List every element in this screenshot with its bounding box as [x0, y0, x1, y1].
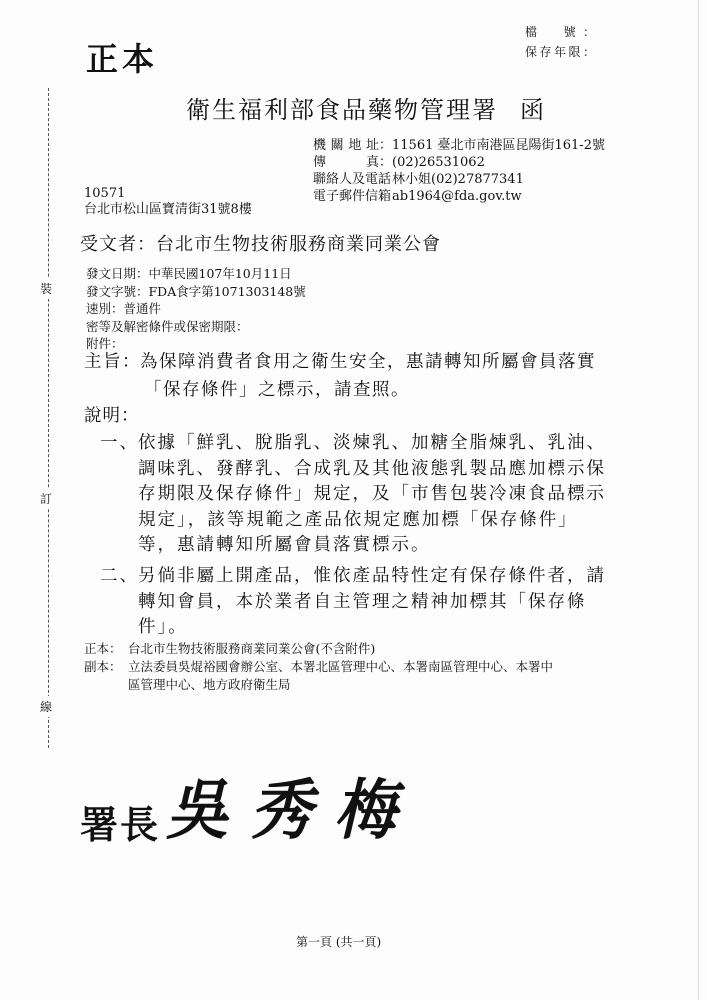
contact-row: [313, 137, 605, 154]
binding-mark-xian: 線: [40, 696, 52, 717]
delivery-speed: 速別：普通件: [86, 301, 162, 316]
contact-block: [313, 137, 605, 205]
item-line: 存期限及保存條件」規定，及「市售包裝冷凍食品標示: [138, 484, 606, 504]
signatory-name: 吳秀梅: [166, 771, 419, 849]
binding-line: [48, 88, 51, 748]
subject: [84, 348, 596, 404]
contact-label: 傳 真: [313, 155, 379, 170]
copy-recipients: 區管理中心、地方政府衛生局: [128, 677, 291, 692]
item-line: 件」。: [138, 617, 188, 637]
subject-label: 主旨：: [84, 352, 141, 372]
file-info: [525, 22, 595, 62]
item-number: 二、: [100, 566, 139, 586]
item-line: 轉知會員，本於業者自主管理之精神加標其「保存條: [138, 591, 587, 612]
subject-line: 「保存條件」之標示，請查照。: [144, 380, 410, 400]
item-number: 一、: [100, 433, 139, 453]
item-line: 依據「鮮乳、脫脂乳、淡煉乳、加糖全脂煉乳、乳油、: [138, 433, 606, 453]
original-recipient: 台北市生物技術服務商業同業公會(不含附件): [128, 641, 376, 656]
document-number: 發文字號：FDA食字第1071303148號: [86, 283, 306, 299]
document-type: 函: [520, 96, 546, 124]
copy-recipients: 立法委員吳焜裕國會辦公室、本署北區管理中心、本署南區管理中心、本署中: [128, 659, 554, 674]
contact-value: ：林小姐(02)27877341: [379, 172, 524, 187]
contact-row: [313, 188, 605, 205]
contact-value: ：ab1964@fda.gov.tw: [379, 189, 522, 204]
explanation-item: [100, 431, 606, 559]
item-line: 等，惠請轉知所屬會員落實標示。: [138, 535, 431, 555]
distribution-list: [84, 640, 553, 694]
item-line: 調味乳、發酵乳、合成乳及其他液態乳製品應加標示保: [138, 458, 606, 479]
file-number-label: 檔 號：: [525, 25, 595, 39]
contact-label: 電子郵件信箱: [313, 189, 392, 204]
contact-row: [313, 154, 605, 171]
retention-label: 保存年限：: [525, 45, 595, 59]
contact-label: 聯絡人及電話: [313, 172, 392, 187]
letter-title: [186, 90, 546, 125]
page-edge: [698, 0, 699, 1000]
item-line: 另倘非屬上開產品，惟依產品特性定有保存條件者，請: [138, 566, 606, 586]
street-address: 台北市松山區寶清街31號8樓: [84, 202, 252, 217]
recipient: 受文者：台北市生物技術服務商業同業公會: [80, 234, 441, 255]
copy-recipient-label: 副本：: [84, 659, 122, 674]
original-recipient-label: 正本：: [84, 641, 122, 656]
contact-value: ：11561 臺北市南港區昆陽街161-2號: [379, 138, 605, 153]
attachment: 附件：: [86, 336, 124, 351]
contact-value: ：(02)26531062: [379, 155, 485, 170]
signature-block: [80, 760, 418, 849]
explanation-label: 說明：: [84, 406, 140, 426]
contact-row: [313, 171, 605, 188]
page-number: 第一頁 (共一頁): [296, 935, 382, 949]
signatory-title: 署長: [80, 802, 161, 847]
issue-date: 發文日期：中華民國107年10月11日: [86, 266, 292, 281]
binding-mark-zhuang: 裝: [40, 278, 52, 299]
binding-mark-ding: 訂: [40, 488, 52, 509]
agency-name: 衛生福利部食品藥物管理署: [186, 96, 498, 124]
explanation-item: [100, 564, 606, 641]
original-copy-stamp: 正本: [86, 40, 159, 78]
item-line: 規定」，該等規範之產品依規定應加標「保存條件」: [138, 509, 578, 530]
security-level: 密等及解密條件或保密期限：: [86, 318, 249, 334]
contact-label: 機關地址: [313, 138, 379, 153]
subject-line: 為保障消費者食用之衛生安全，惠請轉知所屬會員落實: [140, 352, 596, 372]
postcode: 10571: [84, 186, 126, 201]
document-meta: [86, 265, 306, 353]
mailing-address: [84, 186, 252, 218]
